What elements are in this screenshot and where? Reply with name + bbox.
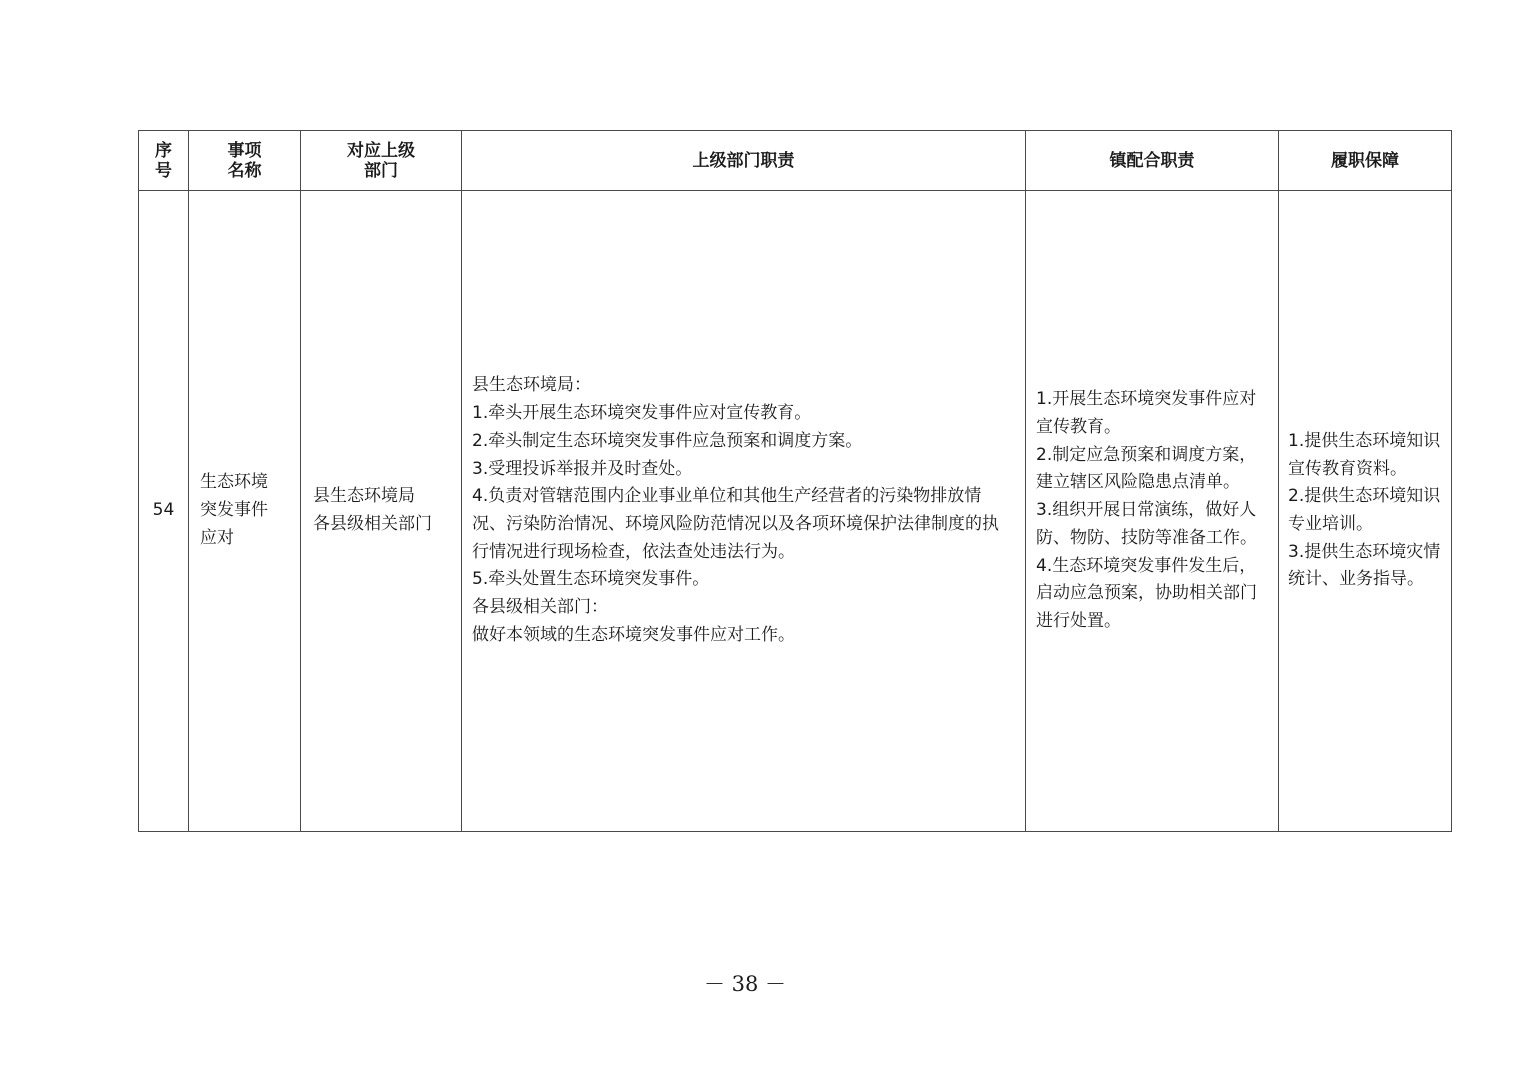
town-duty-cell: 1.开展生态环境突发事件应对宣传教育。 2.制定应急预案和调度方案，建立辖区风险隐患点清单。 3.组织开展日常演练，做好人防、物防、技防等准备工作。 4.生态环境突发事件发生后，启动应急预案，协助相关部门进行处置。	[1026, 191, 1279, 832]
guarantee-cell: 1.提供生态环境知识宣传教育资料。 2.提供生态环境知识专业培训。 3.提供生态环境灾情统计、业务指导。	[1279, 191, 1452, 832]
superior-dept-cell: 县生态环境局 各县级相关部门	[301, 191, 462, 832]
header-town-duty: 镇配合职责	[1026, 131, 1279, 191]
table-header-row	[139, 131, 1452, 191]
row-index-cell: 54	[139, 191, 189, 832]
header-item-name: 事项 名称	[189, 131, 301, 191]
page-number: － 38 －	[703, 972, 787, 996]
superior-duty-cell: 县生态环境局： 1.牵头开展生态环境突发事件应对宣传教育。 2.牵头制定生态环境突发事件应急预案和调度方案。 3.受理投诉举报并及时查处。 4.负责对管辖范围内企业事业单位和其他生产经营者的污染物排放情况、污染防治情况、环境风险防范情况以及各项环境保护法律制度的执行情况进行现场检查，依法查处违法行为。 5.牵头处置生态环境突发事件。 各县级相关部门： 做好本领域的生态环境突发事件应对工作。	[462, 191, 1026, 832]
header-index: 序 号	[139, 131, 189, 191]
header-guarantee: 履职保障	[1279, 131, 1452, 191]
table-row	[139, 191, 1452, 832]
header-superior-dept: 对应上级 部门	[301, 131, 462, 191]
header-superior-duty: 上级部门职责	[462, 131, 1026, 191]
duty-table	[138, 130, 1452, 832]
item-name-cell: 生态环境 突发事件 应对	[189, 191, 301, 832]
